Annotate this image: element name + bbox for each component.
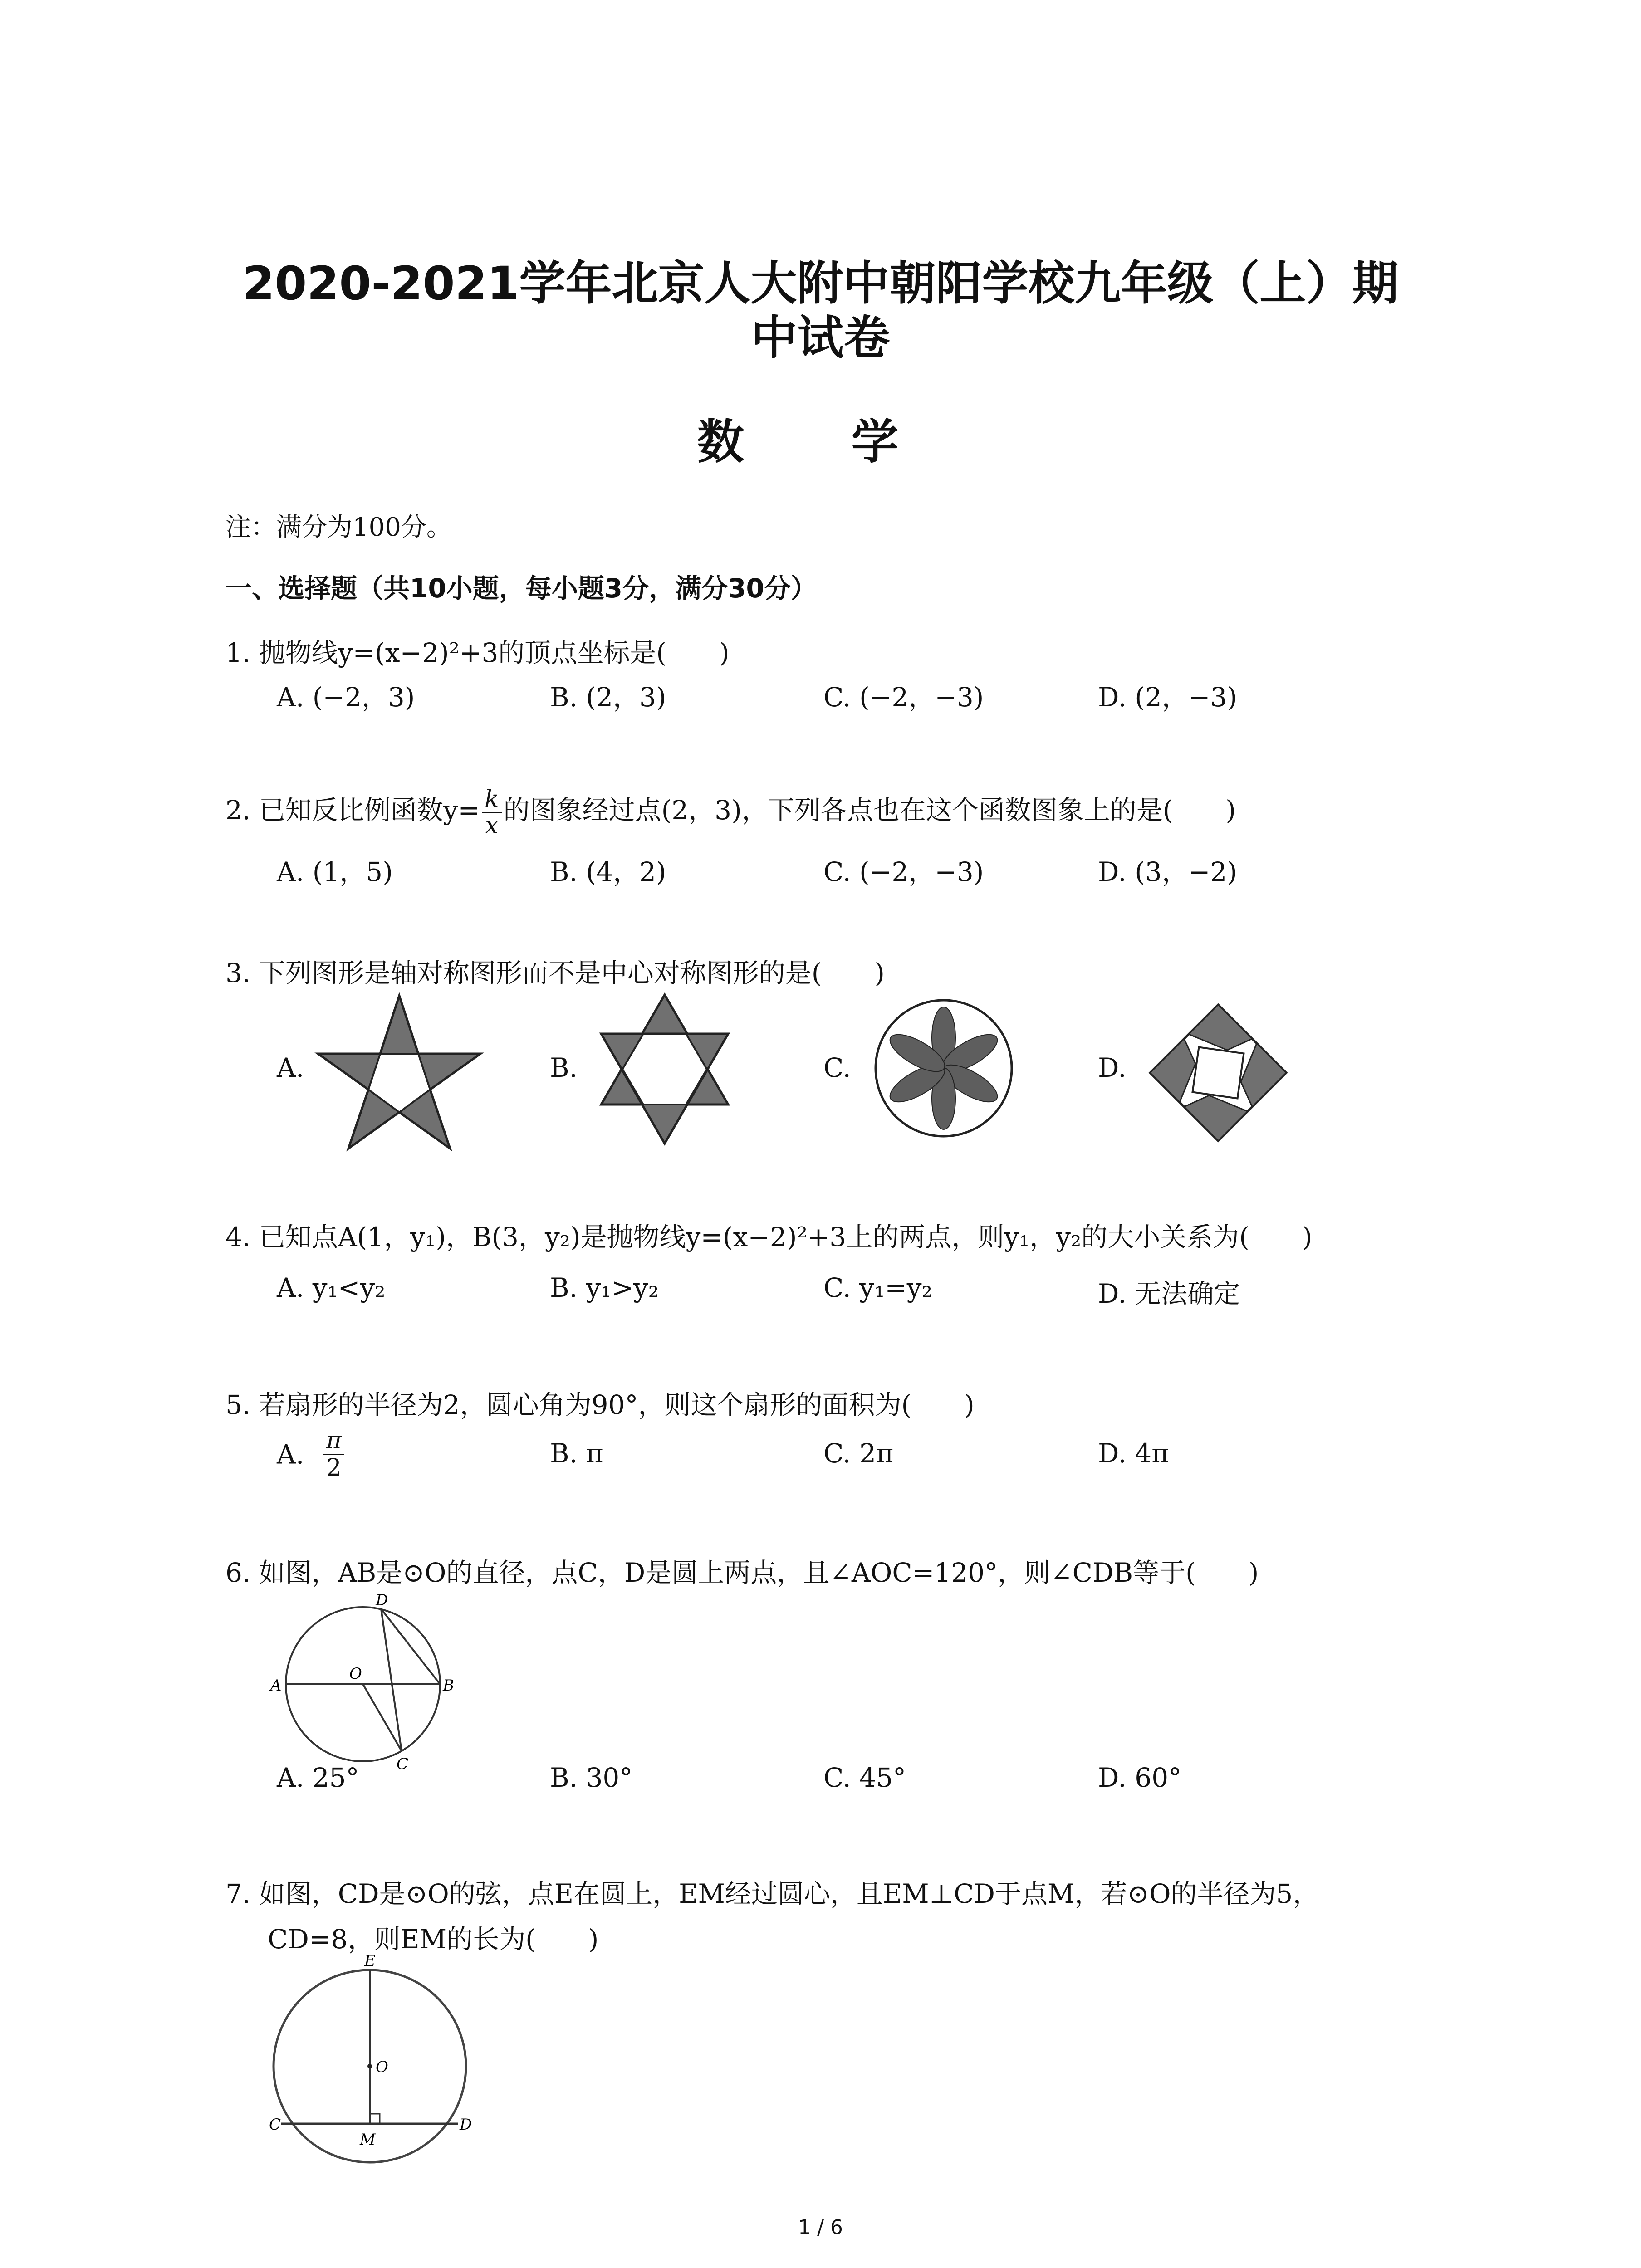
q6-option-d: D. 60°: [1098, 1762, 1182, 1793]
score-note: 注：满分为100分。: [225, 513, 452, 542]
label-a: A: [270, 1677, 282, 1695]
figure-six-petal-flower-in-circle: [871, 996, 1016, 1141]
q5-fraction-denominator: 2: [326, 1454, 342, 1482]
section-heading-choice: 一、选择题（共10小题，每小题3分，满分30分）: [225, 573, 817, 604]
q2-text-before: 2. 已知反比例函数y=: [225, 795, 480, 826]
label-m: M: [360, 2131, 376, 2149]
label-d: D: [376, 1591, 388, 1609]
q4-option-d: D. 无法确定: [1098, 1278, 1240, 1309]
q5-option-a-fraction: [323, 1428, 344, 1481]
label-e: E: [364, 1952, 376, 1970]
question-7-text-line1: 7. 如图，CD是⊙O的弦，点E在圆上，EM经过圆心，且EM⊥CD于点M，若⊙O的半径为5，: [225, 1878, 1319, 1909]
subject-title: 数 学: [697, 414, 944, 469]
q6-option-c: C. 45°: [823, 1762, 906, 1793]
exam-title-line1: 2020-2021学年北京人大附中朝阳学校九年级（上）期: [242, 257, 1399, 311]
q2-option-c: C. (−2，−3): [823, 856, 984, 887]
q3-label-b: B.: [550, 1052, 578, 1083]
figure-hexagram: [597, 991, 733, 1148]
q2-fraction: [482, 787, 502, 838]
q5-option-d: D. 4π: [1098, 1438, 1169, 1469]
question-5-text: 5. 若扇形的半径为2，圆心角为90°，则这个扇形的面积为( ): [225, 1389, 975, 1420]
page-number: 1 / 6: [798, 2216, 843, 2239]
q5-option-a-label: A.: [277, 1439, 304, 1470]
q6-option-b: B. 30°: [550, 1762, 633, 1793]
q5-option-b: B. π: [550, 1438, 603, 1469]
q3-label-c: C.: [823, 1052, 851, 1083]
q2-fraction-denominator: x: [485, 811, 499, 839]
q4-option-a: A. y₁<y₂: [277, 1272, 386, 1303]
q5-option-a: [277, 1428, 344, 1481]
figure-rotated-square-pinwheel: [1146, 1000, 1291, 1145]
question-3-text: 3. 下列图形是轴对称图形而不是中心对称图形的是( ): [225, 958, 885, 988]
exam-title-line2: 中试卷: [751, 311, 890, 365]
q5-option-c: C. 2π: [823, 1438, 894, 1469]
q1-option-c: C. (−2，−3): [823, 682, 984, 713]
q2-option-d: D. (3，−2): [1098, 856, 1237, 887]
q4-option-c: C. y₁=y₂: [823, 1272, 932, 1303]
q2-text-after: 的图象经过点(2，3)，下列各点也在这个函数图象上的是( ): [503, 795, 1236, 826]
figure-circle-o-chord-cd: [265, 1950, 474, 2164]
question-6-text: 6. 如图，AB是⊙O的直径，点C，D是圆上两点，且∠AOC=120°，则∠CDB等于( ): [225, 1557, 1259, 1588]
q3-label-d: D.: [1098, 1052, 1127, 1083]
q1-option-b: B. (2，3): [550, 682, 666, 713]
label-d: D: [460, 2116, 472, 2134]
label-o: O: [349, 1665, 362, 1683]
figure-circle-o-diameter-ab: [268, 1590, 458, 1771]
q3-label-a: A.: [277, 1052, 304, 1083]
q2-option-a: A. (1，5): [277, 856, 393, 887]
q2-option-b: B. (4，2): [550, 856, 666, 887]
q6-option-a: A. 25°: [277, 1762, 359, 1793]
q4-option-b: B. y₁>y₂: [550, 1272, 659, 1303]
q1-option-a: A. (−2，3): [277, 682, 415, 713]
figure-five-pointed-star: [313, 989, 485, 1152]
q5-fraction-numerator: π: [323, 1428, 344, 1455]
question-1-text: 1. 抛物线y=(x−2)²+3的顶点坐标是( ): [225, 637, 730, 668]
question-4-text: 4. 已知点A(1，y₁)，B(3，y₂)是抛物线y=(x−2)²+3上的两点，则y₁，y₂的大小关系为( ): [225, 1222, 1313, 1252]
label-c: C: [269, 2116, 281, 2134]
label-b: B: [443, 1677, 454, 1695]
q2-fraction-numerator: k: [482, 787, 502, 813]
question-2-text: [225, 787, 1236, 838]
label-c: C: [397, 1755, 409, 1771]
question-7-text-line2: CD=8，则EM的长为( ): [268, 1924, 599, 1955]
q1-option-d: D. (2，−3): [1098, 682, 1237, 713]
label-o: O: [376, 2058, 388, 2076]
